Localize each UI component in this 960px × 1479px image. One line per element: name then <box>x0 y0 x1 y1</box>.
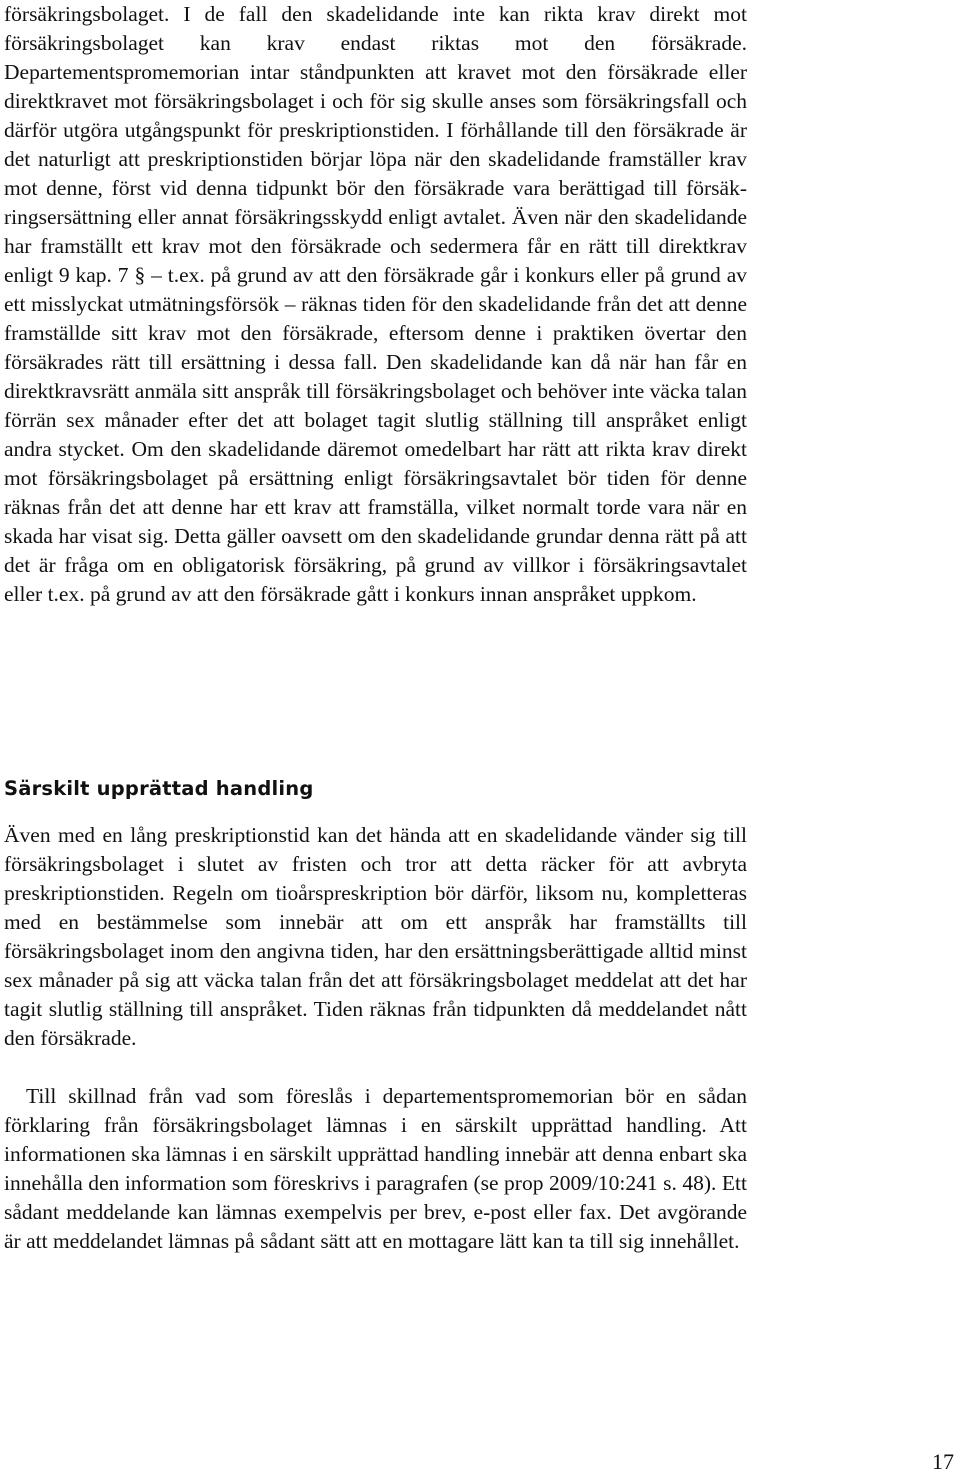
body-paragraph: Även med en lång preskriptionstid kan det hända att en skadelidande vänder sig till försäkringsbolaget i slutet av fristen och tror att detta räcker för att avbryta preskriptionstiden. Regeln om tioårspreskription bör därför, liksom nu, kompletteras med en bestämmelse som innebär att om ett anspråk har framställts till försäkringsbolaget inom den angivna tiden, har den ersättningsberättigade alltid minst sex månader på sig att väcka talan från det att försäkringsbolaget meddelat att det har tagit slutlig ställning till anspråket. Tiden räknas från tidpunkten då meddelandet nått den försäkrade. <box>4 823 747 1050</box>
page-number: 17 <box>932 1449 954 1474</box>
body-paragraph: försäkringsbolaget. I de fall den skadelidande inte kan rikta krav direkt mot försäkringsbolaget kan krav endast riktas mot den försäkrade. Departementspromemorian intar ståndpunkten att kravet mot den försäkrade eller direktkravet mot försäkringsbolaget i och för sig skulle anses som försäkringsfall och därför utgöra utgångspunkt för preskriptionstiden. I förhållande till den försäkrade är det naturligt att preskriptionstiden börjar löpa när den skadelidande framställer krav mot denne, först vid denna tidpunkt bör den försäkrade vara berättigad till försäkringsersättning eller annat försäkringsskydd enligt avtalet. Även när den skadelidande har framställt ett krav mot den försäkrade och sedermera får en rätt till direktkrav enligt 9 kap. 7 § – t.ex. på grund av att den försäkrade går i konkurs eller på grund av ett misslyckat utmätningsförsök – räknas tiden för den skadelidande från det att denne framställde sitt krav mot den försäkrade, eftersom denne i praktiken övertar den försäkrades rätt till ersättning i dessa fall. Den skadelidande kan då när han får en direktkravsrätt anmäla sitt anspråk till försäkringsbolaget och behöver inte väcka talan förrän sex månader efter det att bolaget tagit slutlig ställning till anspråket enligt andra stycket. Om den skadelidande däremot omedelbart har rätt att rikta krav direkt mot försäkringsbolaget på ersättning enligt försäkringsavtalet bör tiden för denne räknas från det att denne har ett krav att framställa, vilket normalt torde vara när en skada har visat sig. Detta gäller oavsett om den skadelidande grundar denna rätt på att det är fråga om en obligatorisk försäkring, på grund av villkor i försäkringsavtalet eller t.ex. på grund av att den försäkrade gått i konkurs innan anspråket uppkom. <box>4 2 747 606</box>
body-paragraph: Till skillnad från vad som föreslås i departementspromemorian bör en sådan förklaring från försäkringsbolaget lämnas i en särskilt upprättad handling. Att informationen ska lämnas i en särskilt upprättad handling innebär att denna enbart ska innehålla den information som föreskrivs i paragrafen (se prop 2009/10:241 s. 48). Ett sådant meddelande kan lämnas exempelvis per brev, e-post eller fax. Det avgörande är att meddelandet lämnas på sådant sätt att en mottagare lätt kan ta till sig innehållet. <box>4 1084 747 1253</box>
section-heading: Särskilt upprättad handling <box>4 777 314 800</box>
